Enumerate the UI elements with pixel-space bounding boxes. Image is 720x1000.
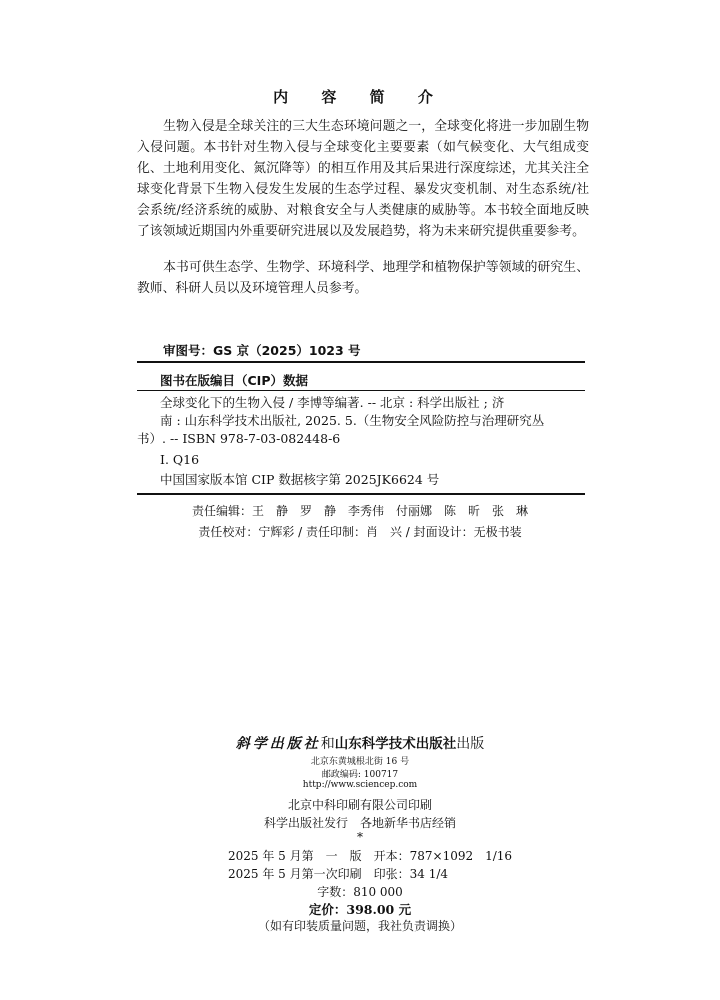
printer: 北京中科印刷有限公司印刷 [287, 798, 432, 812]
edition-info: 2025 年 5 月第 一 版 开本：787×1092 1/16 [228, 849, 513, 863]
credits-proof: 责任校对：宁辉彩 / 责任印制：肖 兴 / 封面设计：无极书装 [198, 525, 522, 539]
publisher-suffix: 出版 [456, 736, 485, 752]
cip-line-2: 南 : 山东科学技术出版社, 2025. 5.（生物安全风险防控与治理研究丛 [160, 413, 545, 428]
publisher-postcode: 邮政编码: 100717 [321, 770, 399, 780]
summary-paragraph-2 [137, 257, 589, 299]
divider-bottom [137, 493, 585, 495]
summary-paragraph-2-text: 本书可供生态学、生物学、环境科学、地理学和植物保护等领域的研究生、教师、科研人员以及环境管理人员参考。 [137, 260, 589, 296]
divider-cip [137, 390, 585, 391]
cip-line-1: 全球变化下的生物入侵 / 李博等编著. -- 北京 : 科学出版社 ; 济 [160, 395, 505, 410]
cip-heading: 图书在版编目（CIP）数据 [160, 373, 308, 388]
summary-title: 内 容 简 介 [273, 88, 447, 106]
printing-info: 2025 年 5 月第一次印刷 印张：34 1/4 [228, 867, 449, 881]
distribution: 科学出版社发行 各地新华书店经销 [263, 816, 456, 830]
divider-top [137, 361, 585, 363]
summary-paragraph-1 [137, 116, 589, 242]
publisher-address: 北京东黄城根北街 16 号 [310, 757, 410, 767]
co-publisher: 山东科学技术出版社 [334, 736, 457, 752]
publisher-brand-logo: 斜学出版社 [235, 736, 321, 752]
price: 定价：398.00 元 [308, 902, 412, 917]
credits-editors: 责任编辑：王 静 罗 静 李秀伟 付丽娜 陈 昕 张 琳 [191, 504, 528, 518]
cip-record: 中国国家版本馆 CIP 数据核字第 2025JK6624 号 [160, 472, 440, 487]
publisher-website: http://www.sciencep.com [302, 780, 418, 790]
summary-paragraph-1-text: 生物入侵是全球关注的三大生态环境问题之一，全球变化将进一步加剧生物入侵问题。本书针对生物入侵与全球变化主要要素（如气候变化、大气组成变化、土地利用变化、氮沉降等）的相互作用及其后果进行深度综述，尤其关注全球变化背景下生物入侵发生发展的生态学过程、暴发灾变机制、对生态系统/社会系统/经济系统的威胁、对粮食安全与人类健康的威胁等。本书较全面地反映了该领域近期国内外重要研究进展以及发展趋势，将为未来研究提供重要参考。 [137, 119, 589, 239]
separator-star: * [357, 830, 363, 844]
cip-line-3: 书）. -- ISBN 978-7-03-082448-6 [137, 431, 341, 446]
approval-number: 审图号：GS 京（2025）1023 号 [163, 343, 361, 358]
publisher-joiner: 和 [320, 736, 335, 752]
quality-notice: （如有印装质量问题，我社负责调换） [257, 919, 462, 933]
cip-classification: Ⅰ. Q16 [160, 452, 200, 467]
word-count: 字数：810 000 [317, 885, 403, 899]
publisher-line [0, 732, 720, 753]
